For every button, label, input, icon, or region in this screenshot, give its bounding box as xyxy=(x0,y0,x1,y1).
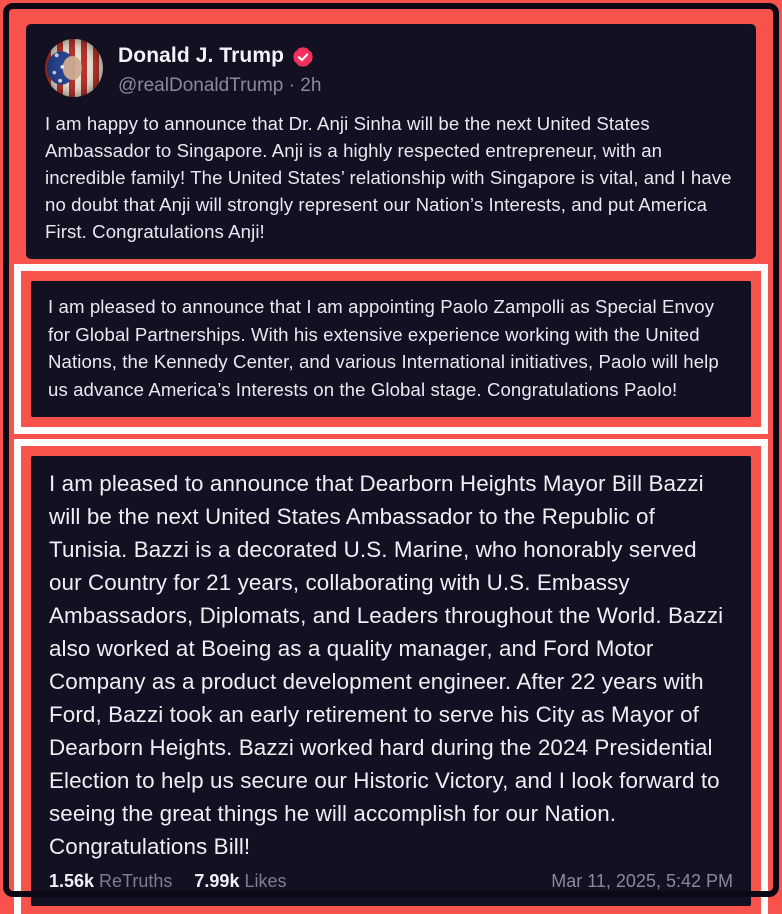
white-separator-frame-3 xyxy=(14,439,768,914)
red-border-pad-2 xyxy=(21,271,761,427)
author-handle-line[interactable] xyxy=(118,75,321,97)
post-relative-time: 2h xyxy=(300,75,322,96)
verified-badge-icon xyxy=(292,46,314,68)
white-separator-frame-2 xyxy=(14,264,768,434)
post-body-text: I am pleased to announce that Dearborn Heights Mayor Bill Bazzi will be the next United States Ambassador to the Republic of Tunisia. Bazzi is a decorated U.S. Marine, who honorably served our Country for 21 years, collaborating with U.S. Embassy Ambassadors, Diplomats, and Leaders throughout the World. Bazzi also worked at Boeing as a quality manager, and Ford Motor Company as a product development engineer. After 22 years with Ford, Bazzi took an early retirement to serve his City as Mayor of Dearborn Heights. Bazzi worked hard during the 2024 Presidential Election to help us secure our Historic Victory, and I look forward to seeing the great things he will accomplish for our Nation. Congratulations Bill! xyxy=(49,471,724,859)
post-card-paolo-zampolli xyxy=(31,281,751,417)
post-card-anji-sinha xyxy=(26,24,756,259)
post-card-bill-bazzi xyxy=(31,456,751,906)
red-border-pad-3 xyxy=(21,446,761,914)
author-row xyxy=(45,39,737,97)
post-body-text: I am happy to announce that Dr. Anji Sinha will be the next United States Ambassador to Singapore. Anji is a highly respected entrepreneur, with an incredible family! The United States’ relationship with Singapore is vital, and I have no doubt that Anji will strongly represent our Nation’s Interests, and put America First. Congratulations Anji! xyxy=(45,113,732,242)
likes-count: 7.99k xyxy=(194,871,240,891)
likes-label: Likes xyxy=(244,871,287,891)
retruths-label: ReTruths xyxy=(99,871,173,891)
post-timestamp: Mar 11, 2025, 5:42 PM xyxy=(551,871,733,891)
author-handle[interactable]: @realDonaldTrump xyxy=(118,75,284,96)
likes-stat[interactable] xyxy=(194,871,286,892)
post-body-text: I am pleased to announce that I am appointing Paolo Zampolli as Special Envoy for Global Partnerships. With his extensive experience working with the United Nations, the Kennedy Center, and various International initiatives, Paolo will help us advance America’s Interests on the Global stage. Congratulations Paolo! xyxy=(48,296,719,400)
handle-separator-dot: · xyxy=(288,75,295,96)
retruths-stat[interactable] xyxy=(49,871,172,892)
name-line xyxy=(118,44,321,68)
profile-avatar[interactable] xyxy=(45,39,103,97)
post-stats-row xyxy=(49,863,733,898)
author-display-name[interactable]: Donald J. Trump xyxy=(118,44,285,67)
retruths-count: 1.56k xyxy=(49,871,95,891)
author-meta xyxy=(118,39,321,97)
